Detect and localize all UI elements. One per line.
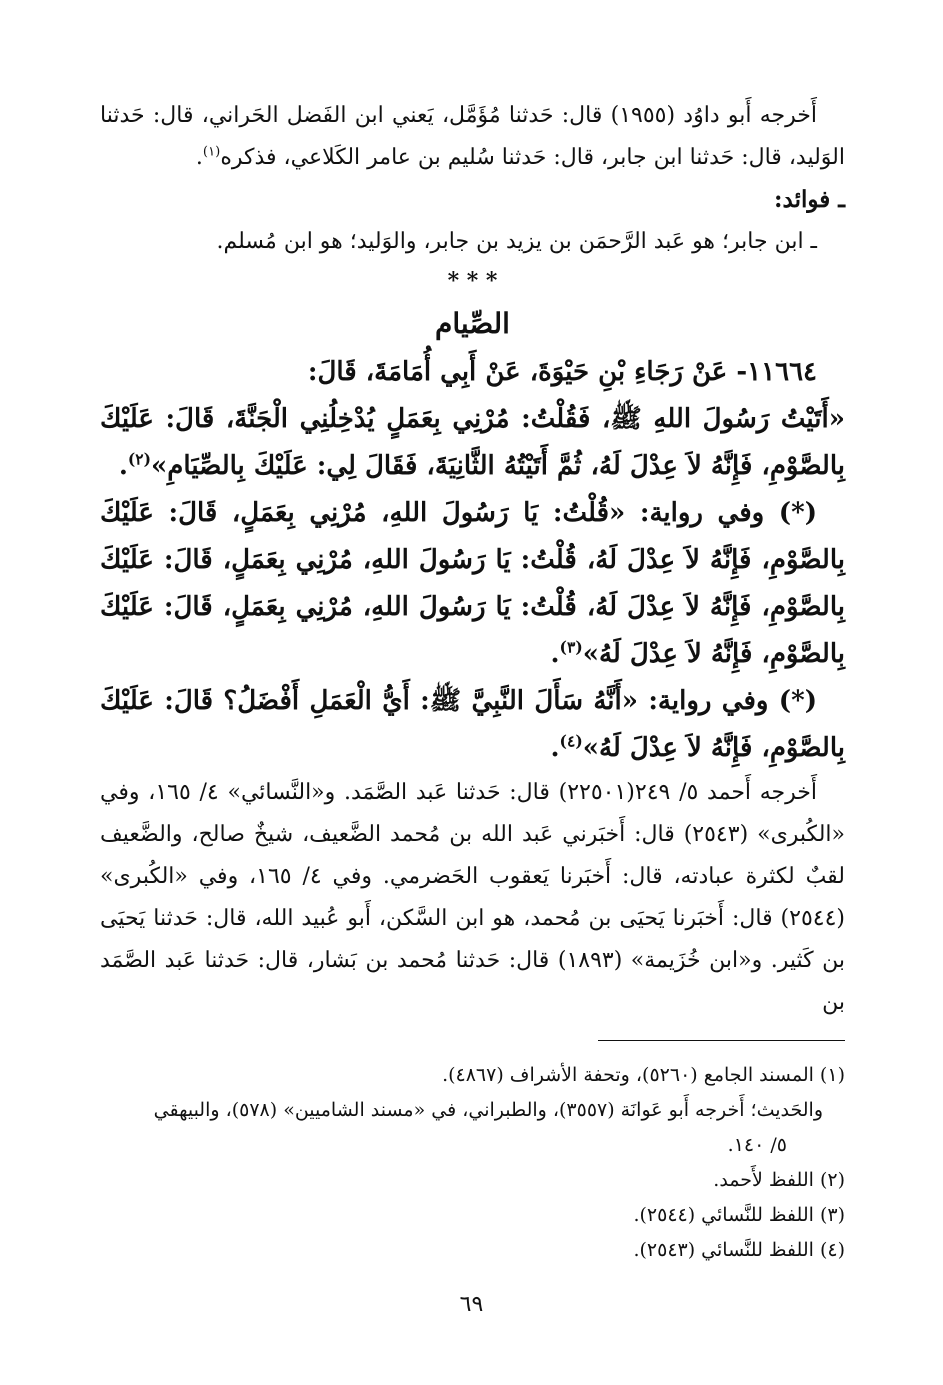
separator-stars: * * *: [447, 268, 498, 294]
main-text: [100, 95, 845, 1024]
footnotes: [100, 1058, 845, 1268]
page-number: ٦٩: [459, 1292, 484, 1317]
section-title: الصِّيام: [435, 307, 510, 340]
footnote-1: (١) المسند الجامع (٥٢٦٠)، وتحفة الأشراف (٤٨٦٧).: [442, 1064, 845, 1086]
footnote-1-continuation-2: ٥/ ١٤٠.: [727, 1134, 787, 1156]
hadith-matn: «أَتَيْتُ رَسُولَ اللهِ ﷺ، فَقُلْتُ: مُرْنِي بِعَمَلٍ يُدْخِلُنِي الْجَنَّةَ، قَالَ: عَلَيْكَ بِالصَّوْمِ، فَإِنَّهُ لاَ عِدْلَ لَهُ، ثُمَّ أَتَيْتُهُ الثَّانِيَةَ، فَقَالَ لِي: عَلَيْكَ بِالصِّيَامِ»: [100, 404, 845, 481]
footnote-ref-3[interactable]: (٣): [559, 637, 583, 657]
footnote-1-continuation: والحَديث؛ أَخرجه أَبو عَوانَة (٣٥٥٧)، والطبراني، في «مسند الشاميين» (٥٧٨)، والبيهقي: [153, 1099, 823, 1121]
fawaid-text: ـ ابن جابر؛ هو عَبد الرَّحمَن بن يزيد بن جابر، والوَليد؛ هو ابن مُسلم.: [216, 229, 817, 254]
footnote-4: (٤) اللفظ للنَّسائي (٢٥٤٣).: [633, 1239, 845, 1261]
riwaya-1: (*) وفي رواية: «قُلْتُ: يَا رَسُولَ اللهِ، مُرْنِي بِعَمَلٍ، قَالَ: عَلَيْكَ بِالصَّوْمِ، فَإِنَّهُ لاَ عِدْلَ لَهُ، قُلْتُ: يَا رَسُولَ اللهِ، مُرْنِي بِعَمَلٍ، قَالَ: عَلَيْكَ بِالصَّوْمِ، فَإِنَّهُ لاَ عِدْلَ لَهُ، قُلْتُ: يَا رَسُولَ اللهِ، مُرْنِي بِعَمَلٍ، قَالَ: عَلَيْكَ بِالصَّوْمِ، فَإِنَّهُ لاَ عِدْلَ لَهُ»$^{(٣)}$.: [100, 498, 845, 669]
footnote-ref-1[interactable]: (١): [202, 144, 221, 160]
footnote-ref-4[interactable]: (٤): [559, 731, 583, 751]
footnote-ref-2[interactable]: (٢): [127, 449, 152, 469]
hadith-intro: ١١٦٦٤- عَنْ رَجَاءِ بْنِ حَيْوَةَ، عَنْ أَبِي أُمَامَةَ، قَالَ:: [307, 357, 817, 387]
riwaya-2: (*) وفي رواية: «أَنَّهُ سَأَلَ النَّبِيَّ ﷺ: أَيُّ الْعَمَلِ أَفْضَلُ؟ قَالَ: عَلَيْكَ بِالصَّوْمِ، فَإِنَّهُ لاَ عِدْلَ لَهُ»$^{(٤)}$.: [100, 686, 845, 763]
riwaya-1-text: (*) وفي رواية: «قُلْتُ: يَا رَسُولَ اللهِ، مُرْنِي بِعَمَلٍ، قَالَ: عَلَيْكَ بِالصَّوْمِ، فَإِنَّهُ لاَ عِدْلَ لَهُ، قُلْتُ: يَا رَسُولَ اللهِ، مُرْنِي بِعَمَلٍ، قَالَ: عَلَيْكَ بِالصَّوْمِ، فَإِنَّهُ لاَ عِدْلَ لَهُ، قُلْتُ: يَا رَسُولَ اللهِ، مُرْنِي بِعَمَلٍ، قَالَ: عَلَيْكَ بِالصَّوْمِ، فَإِنَّهُ لاَ عِدْلَ لَهُ»: [100, 498, 845, 669]
fawaid-heading: ـ فوائد:: [774, 186, 845, 213]
takhrij-paragraph-1: أَخرجه أَبو داوُد (١٩٥٥) قال: حَدثنا مُؤَمَّل، يَعني ابن الفَضل الحَراني، قال: حَدثنا الوَليد، قال: حَدثنا ابن جابر، قال: حَدثنا سُليم بن عامر الكَلاعي، فذكره$^{(١)}$.: [100, 103, 845, 170]
footnote-separator: [598, 1040, 845, 1041]
riwaya-2-text: (*) وفي رواية: «أَنَّهُ سَأَلَ النَّبِيَّ ﷺ: أَيُّ الْعَمَلِ أَفْضَلُ؟ قَالَ: عَلَيْكَ بِالصَّوْمِ، فَإِنَّهُ لاَ عِدْلَ لَهُ»: [100, 686, 845, 763]
footnote-2: (٢) اللفظ لأَحمد.: [713, 1169, 845, 1191]
footnote-3: (٣) اللفظ للنَّسائي (٢٥٤٤).: [633, 1204, 845, 1226]
hadith-text: «أَتَيْتُ رَسُولَ اللهِ ﷺ، فَقُلْتُ: مُرْنِي بِعَمَلٍ يُدْخِلُنِي الْجَنَّةَ، قَالَ: عَلَيْكَ بِالصَّوْمِ، فَإِنَّهُ لاَ عِدْلَ لَهُ، ثُمَّ أَتَيْتُهُ الثَّانِيَةَ، فَقَالَ لِي: عَلَيْكَ بِالصِّيَامِ»$^{(٢)}$.: [100, 404, 845, 481]
takhrij-paragraph-2: أَخرجه أَحمد ٥/ ٢٤٩(٢٢٥٠١) قال: حَدثنا عَبد الصَّمَد. و«النَّسائي» ٤/ ١٦٥، وفي «الكُبرى» (٢٥٤٣) قال: أَخبَرني عَبد الله بن مُحمد الضَّعيف، شيخٌ صالح، والضَّعيف لقبٌ لكثرة عبادته، قال: أَخبَرنا يَعقوب الحَضرمي. وفي ٤/ ١٦٥، وفي «الكُبرى» (٢٥٤٤) قال: أَخبَرنا يَحيَى بن مُحمد، هو ابن السَّكن، أَبو عُبيد الله، قال: حَدثنا يَحيَى بن كَثير. و«ابن خُزَيمة» (١٨٩٣) قال: حَدثنا مُحمد بن بَشار، قال: حَدثنا عَبد الصَّمَد بن: [100, 780, 846, 1015]
takhrij-text-1: أَخرجه أَبو داوُد (١٩٥٥) قال: حَدثنا مُؤَمَّل، يَعني ابن الفَضل الحَراني، قال: حَدثنا الوَليد، قال: حَدثنا ابن جابر، قال: حَدثنا سُليم بن عامر الكَلاعي، فذكره: [100, 103, 845, 170]
